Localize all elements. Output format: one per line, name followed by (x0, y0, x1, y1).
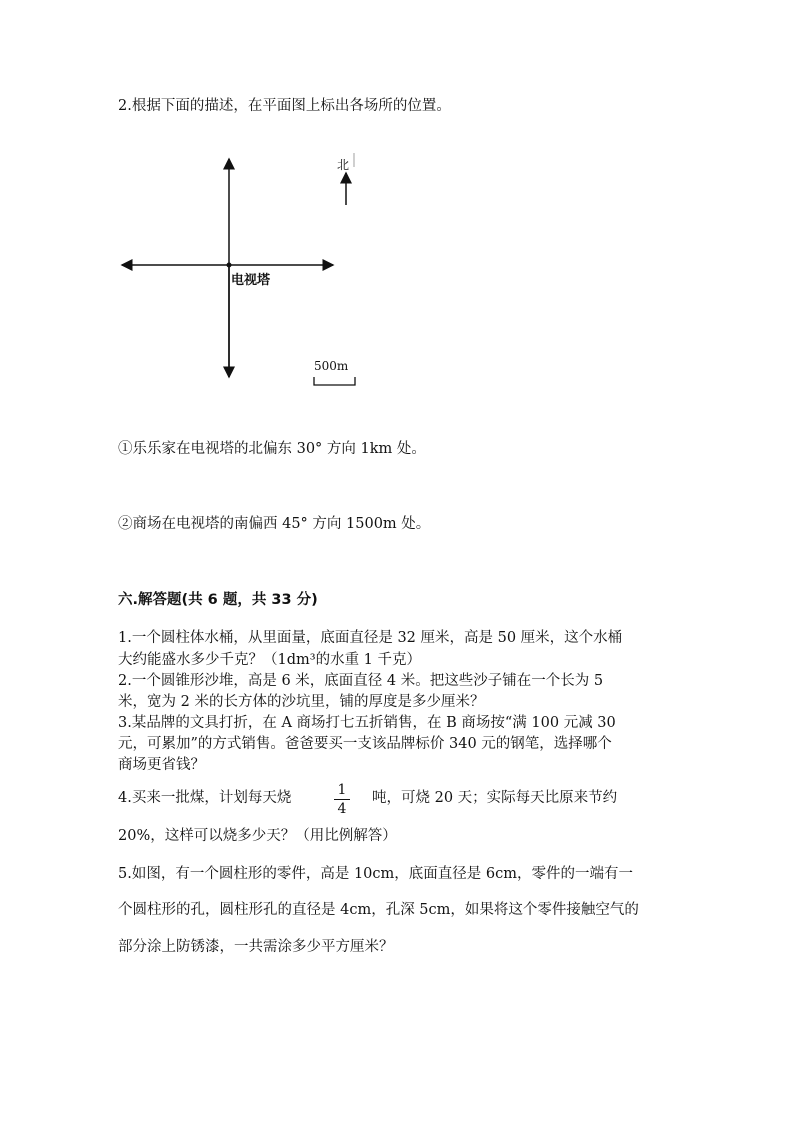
plan-map (110, 145, 370, 390)
problem-2-line-1: 2.一个圆锥形沙堆，高是 6 米，底面直径 4 米。把这些沙子铺在一个长为 5 (118, 673, 604, 689)
problem-1-line-2: 大约能盛水多少千克？（1dm³的水重 1 千克） (118, 652, 422, 668)
fraction-numerator: 1 (337, 782, 347, 798)
question-2-title: 2.根据下面的描述，在平面图上标出各场所的位置。 (118, 98, 451, 114)
scale-label: 500m (314, 359, 349, 373)
problem-3-line-1: 3.某品牌的文具打折，在 A 商场打七五折销售，在 B 商场按“满 100 元减 30 (118, 715, 616, 731)
question-2-item-1: ①乐乐家在电视塔的北偏东 30° 方向 1km 处。 (118, 441, 426, 457)
tv-tower-point (227, 263, 232, 268)
scale-bar (314, 377, 355, 385)
problem-4-fraction (334, 782, 350, 817)
tv-tower-label: 电视塔 (231, 273, 271, 288)
problem-4-text-before: 4.买来一批煤，计划每天烧 (118, 790, 292, 806)
problem-5-line-1: 5.如图，有一个圆柱形的零件，高是 10cm，底面直径是 6cm，零件的一端有一 (118, 866, 633, 882)
problem-3-line-2: 元，可累加”的方式销售。爸爸要买一支该品牌标价 340 元的钢笔，选择哪个 (118, 736, 612, 752)
problem-5-line-3: 部分涂上防锈漆，一共需涂多少平方厘米？ (118, 939, 394, 955)
problem-2-line-2: 米，宽为 2 米的长方体的沙坑里，铺的厚度是多少厘米？ (118, 694, 485, 710)
question-2-item-2: ②商场在电视塔的南偏西 45° 方向 1500m 处。 (118, 516, 431, 532)
problem-5-line-2: 个圆柱形的孔，圆柱形孔的直径是 4cm，孔深 5cm，如果将这个零件接触空气的 (118, 902, 639, 918)
problem-3-line-3: 商场更省钱？ (118, 757, 205, 773)
problem-4-text-after: 吨，可烧 20 天；实际每天比原来节约 (372, 790, 618, 806)
problem-4-line-2: 20%，这样可以烧多少天？（用比例解答） (118, 828, 397, 844)
section-6-heading: 六.解答题(共 6 题，共 33 分) (118, 592, 318, 608)
fraction-bar (334, 799, 350, 800)
problem-1-line-1: 1.一个圆柱体水桶，从里面量，底面直径是 32 厘米，高是 50 厘米，这个水桶 (118, 630, 623, 646)
north-label: 北 (337, 158, 350, 172)
fraction-denominator: 4 (337, 801, 347, 817)
